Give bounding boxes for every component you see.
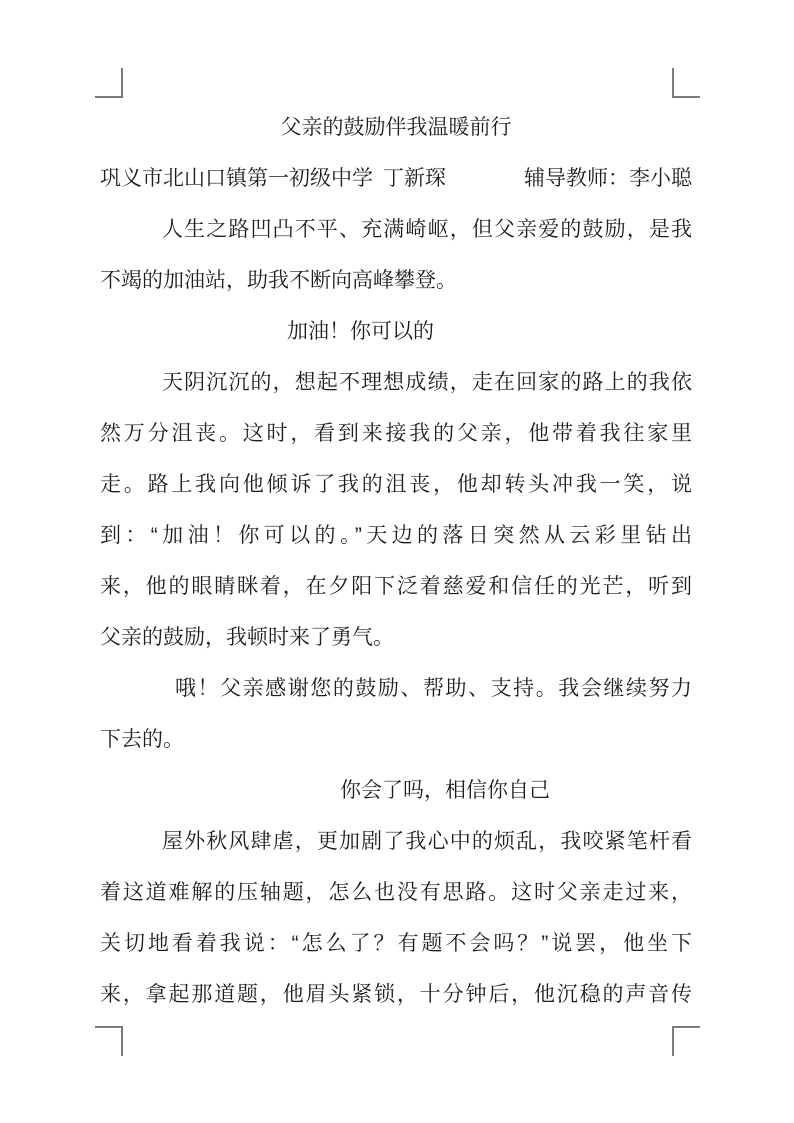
- section1-heading: 加油！你可以的: [287, 320, 434, 343]
- body-line: 来，他的眼睛眯着，在夕阳下泛着慈爱和信任的光芒，听到: [100, 575, 692, 598]
- body-line: 父亲的鼓励，我顿时来了勇气。: [100, 626, 394, 649]
- document-body: [100, 102, 692, 1020]
- body-line: 不竭的加油站，助我不断向高峰攀登。: [100, 269, 457, 292]
- body-line: 走。路上我向他倾诉了我的沮丧，他却转头冲我一笑，说: [100, 473, 692, 496]
- byline: [100, 153, 692, 204]
- body-line: 哦！父亲感谢您的鼓励、帮助、支持。我会继续努力: [175, 677, 692, 700]
- body-line: 屋外秋风肆虐，更加剧了我心中的烦乱，我咬紧笔杆看: [162, 830, 692, 853]
- body-line: 着这道难解的压轴题，怎么也没有思路。这时父亲走过来，: [100, 881, 692, 904]
- body-line: 天阴沉沉的，想起不理想成绩，走在回家的路上的我依: [162, 371, 692, 394]
- body-line: 来，拿起那道题，他眉头紧锁，十分钟后，他沉稳的声音传: [100, 983, 692, 1006]
- crop-mark-bottom-right: [672, 1026, 700, 1056]
- section2-heading: 你会了吗，相信你自己: [340, 779, 550, 802]
- body-line: 到：“加油！你可以的。”天边的落日突然从云彩里钻出: [100, 524, 692, 547]
- crop-mark-top-left: [95, 68, 123, 98]
- body-line: 人生之路凹凸不平、充满崎岖，但父亲爱的鼓励，是我: [162, 218, 692, 241]
- byline-teacher: 辅导教师：李小聪: [524, 167, 692, 190]
- byline-left-group: [100, 153, 446, 204]
- document-title: 父亲的鼓励伴我温暖前行: [280, 116, 512, 139]
- crop-mark-bottom-left: [95, 1026, 123, 1056]
- body-line: 然万分沮丧。这时，看到来接我的父亲，他带着我往家里: [100, 422, 692, 445]
- byline-author: 丁新琛: [383, 167, 446, 190]
- crop-mark-top-right: [672, 68, 700, 98]
- body-line: 关切地看着我说：“怎么了？有题不会吗？”说罢，他坐下: [100, 932, 692, 955]
- byline-school: 巩义市北山口镇第一初级中学: [100, 167, 373, 190]
- body-line: 下去的。: [100, 728, 184, 751]
